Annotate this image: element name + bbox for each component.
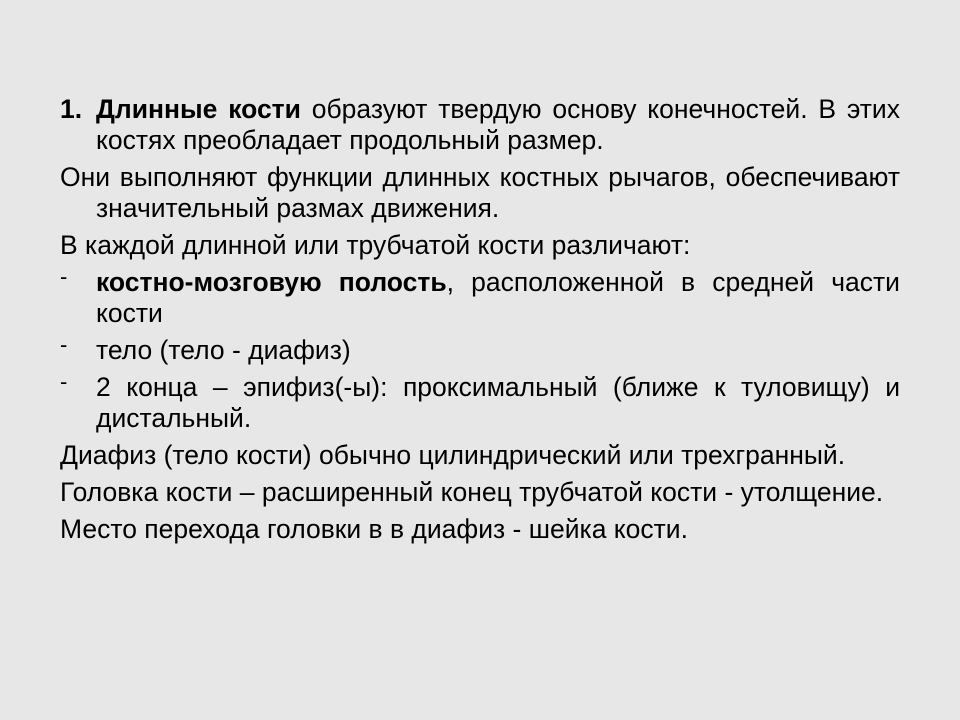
term-marrow-cavity: костно-мозговую полость [96,267,447,297]
list-item [60,264,900,329]
list-item-text: , расположенной в средней части кости [96,267,900,328]
term-long-bones: Длинные кости [96,94,301,124]
list-item [60,332,900,366]
dash-marker: - [60,369,68,394]
slide-content [60,94,900,551]
paragraph-diaphysis: Диафиз (тело кости) обычно цилиндрический или трехгранный. [60,440,846,470]
list-item-text: тело (тело - диафиз) [96,335,351,365]
list-number: 1. [60,94,83,124]
paragraph-neck: Место перехода головки в в диафиз - шейка кости. [60,514,688,544]
paragraph-functions: Они выполняют функции длинных костных рычагов, обеспечивают значительный размах движения. [60,162,900,223]
paragraph-long-bones [60,94,900,156]
paragraph-distinguish: В каждой длинной или трубчатой кости различают: [60,230,691,260]
dash-marker: - [60,332,68,357]
list-item [60,369,900,434]
dash-marker: - [60,264,68,289]
paragraph-long-bones-text: образуют твердую основу конечностей. В этих костях преобладает продольный размер. [96,94,900,155]
paragraph-head: Головка кости – расширенный конец трубчатой кости - утолщение. [60,477,884,507]
list-item-text: 2 конца – эпифиз(-ы): проксимальный (ближе к туловищу) и дистальный. [96,372,900,433]
